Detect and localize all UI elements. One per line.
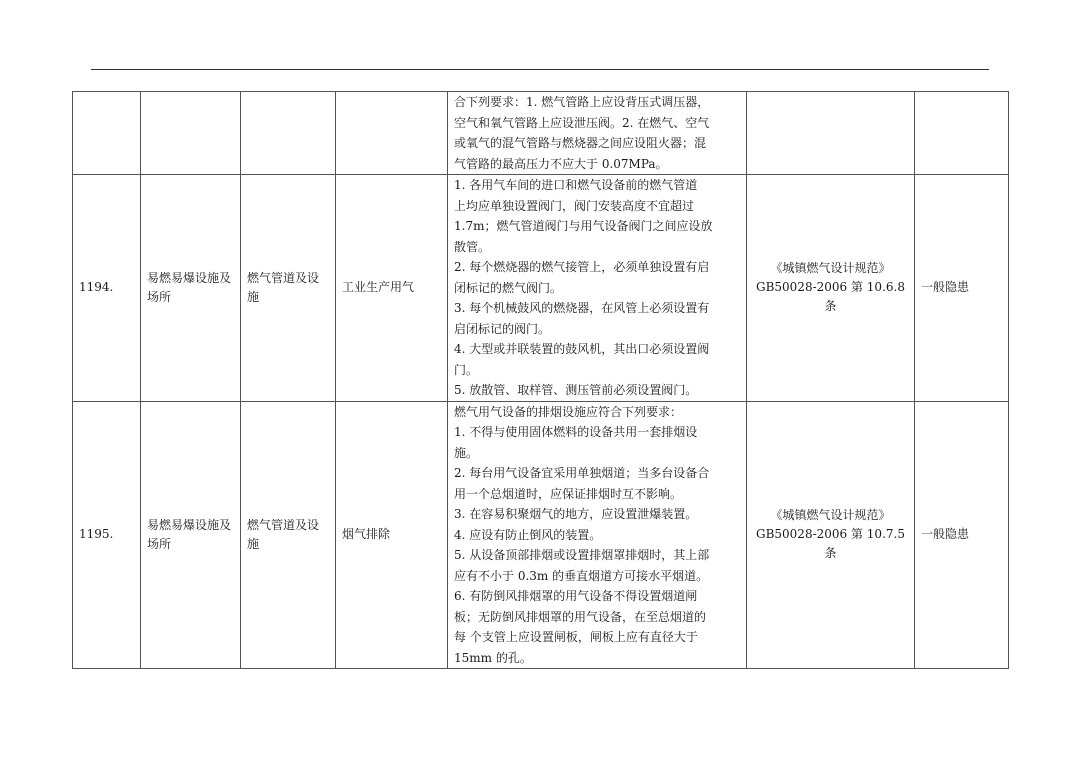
requirement-line: 5. 从设备顶部排烟或设置排烟罩排烟时，其上部 bbox=[454, 548, 710, 562]
requirement-line: 2. 每台用气设备宜采用单独烟道；当多台设备合 bbox=[454, 466, 710, 480]
requirement-line: 应有不小于 0.3m 的垂直烟道方可接水平烟道。 bbox=[454, 568, 709, 583]
requirement-line: 4. 应设有防止倒风的装置。 bbox=[454, 527, 602, 542]
row-number: 1194. bbox=[73, 175, 141, 402]
basis-cell bbox=[747, 92, 915, 175]
subcategory-cell: 燃气管道及设施 bbox=[241, 175, 336, 402]
requirement-line: 3. 在容易积聚烟气的地方，应设置泄爆装置。 bbox=[454, 507, 698, 521]
header-rule bbox=[91, 69, 989, 70]
item-cell bbox=[336, 92, 448, 175]
requirement-cell bbox=[448, 401, 747, 669]
requirement-line: 1. 不得与使用固体燃料的设备共用一套排烟设 bbox=[454, 425, 698, 439]
requirement-line: 空气和氧气管路上应设泄压阀。2. 在燃气、空气 bbox=[454, 115, 710, 130]
requirement-line: 启闭标记的阀门。 bbox=[454, 321, 551, 336]
requirement-line: 1.7m；燃气管道阀门与用气设备阀门之间应设放 bbox=[454, 219, 713, 233]
table-row bbox=[73, 401, 1009, 669]
requirement-line: 合下列要求：1. 燃气管路上应设背压式调压器， bbox=[454, 95, 710, 109]
subcategory-cell bbox=[241, 92, 336, 175]
basis-cell: 《城镇燃气设计规范》GB50028-2006 第 10.7.5 条 bbox=[747, 401, 915, 669]
requirement-line: 用一个总烟道时，应保证排烟时互不影响。 bbox=[454, 486, 683, 501]
level-cell: 一般隐患 bbox=[915, 401, 1009, 669]
requirement-line: 气管路的最高压力不应大于 0.07MPa。 bbox=[454, 156, 668, 171]
table-row bbox=[73, 92, 1009, 175]
requirement-line: 3. 每个机械鼓风的燃烧器，在风管上必须设置有 bbox=[454, 301, 710, 315]
level-cell bbox=[915, 92, 1009, 175]
hazard-table bbox=[72, 91, 1009, 669]
requirement-line: 燃气用气设备的排烟设施应符合下列要求： bbox=[454, 404, 683, 419]
row-number bbox=[73, 92, 141, 175]
subcategory-cell: 燃气管道及设施 bbox=[241, 401, 336, 669]
table-row bbox=[73, 175, 1009, 402]
requirement-line: 5. 放散管、取样管、测压管前必须设置阀门。 bbox=[454, 383, 698, 397]
item-cell: 工业生产用气 bbox=[336, 175, 448, 402]
row-number: 1195. bbox=[73, 401, 141, 669]
requirement-line: 每 个支管上应设置闸板，闸板上应有直径大于 bbox=[454, 630, 698, 644]
requirement-line: 2. 每个燃烧器的燃气接管上，必须单独设置有启 bbox=[454, 260, 710, 274]
requirement-line: 4. 大型或并联装置的鼓风机，其出口必须设置阀 bbox=[454, 342, 710, 356]
basis-cell: 《城镇燃气设计规范》GB50028-2006 第 10.6.8 条 bbox=[747, 175, 915, 402]
category-cell: 易燃易爆设施及场所 bbox=[141, 401, 241, 669]
item-cell: 烟气排除 bbox=[336, 401, 448, 669]
requirement-line: 6. 有防倒风排烟罩的用气设备不得设置烟道闸 bbox=[454, 589, 698, 603]
level-cell: 一般隐患 bbox=[915, 175, 1009, 402]
requirement-cell bbox=[448, 92, 747, 175]
requirement-line: 板；无防倒风排烟罩的用气设备，在至总烟道的 bbox=[454, 609, 707, 624]
requirement-line: 门。 bbox=[454, 362, 479, 377]
requirement-line: 施。 bbox=[454, 445, 479, 460]
category-cell: 易燃易爆设施及场所 bbox=[141, 175, 241, 402]
requirement-line: 1. 各用气车间的进口和燃气设备前的燃气管道 bbox=[454, 178, 698, 192]
requirement-line: 闭标记的燃气阀门。 bbox=[454, 280, 563, 295]
requirement-line: 或氧气的混气管路与燃烧器之间应设阻火器；混 bbox=[454, 136, 707, 150]
requirement-cell bbox=[448, 175, 747, 402]
requirement-line: 散管。 bbox=[454, 239, 491, 254]
category-cell bbox=[141, 92, 241, 175]
requirement-line: 15mm 的孔。 bbox=[454, 650, 532, 665]
requirement-line: 上均应单独设置阀门，阀门安装高度不宜超过 bbox=[454, 198, 695, 213]
